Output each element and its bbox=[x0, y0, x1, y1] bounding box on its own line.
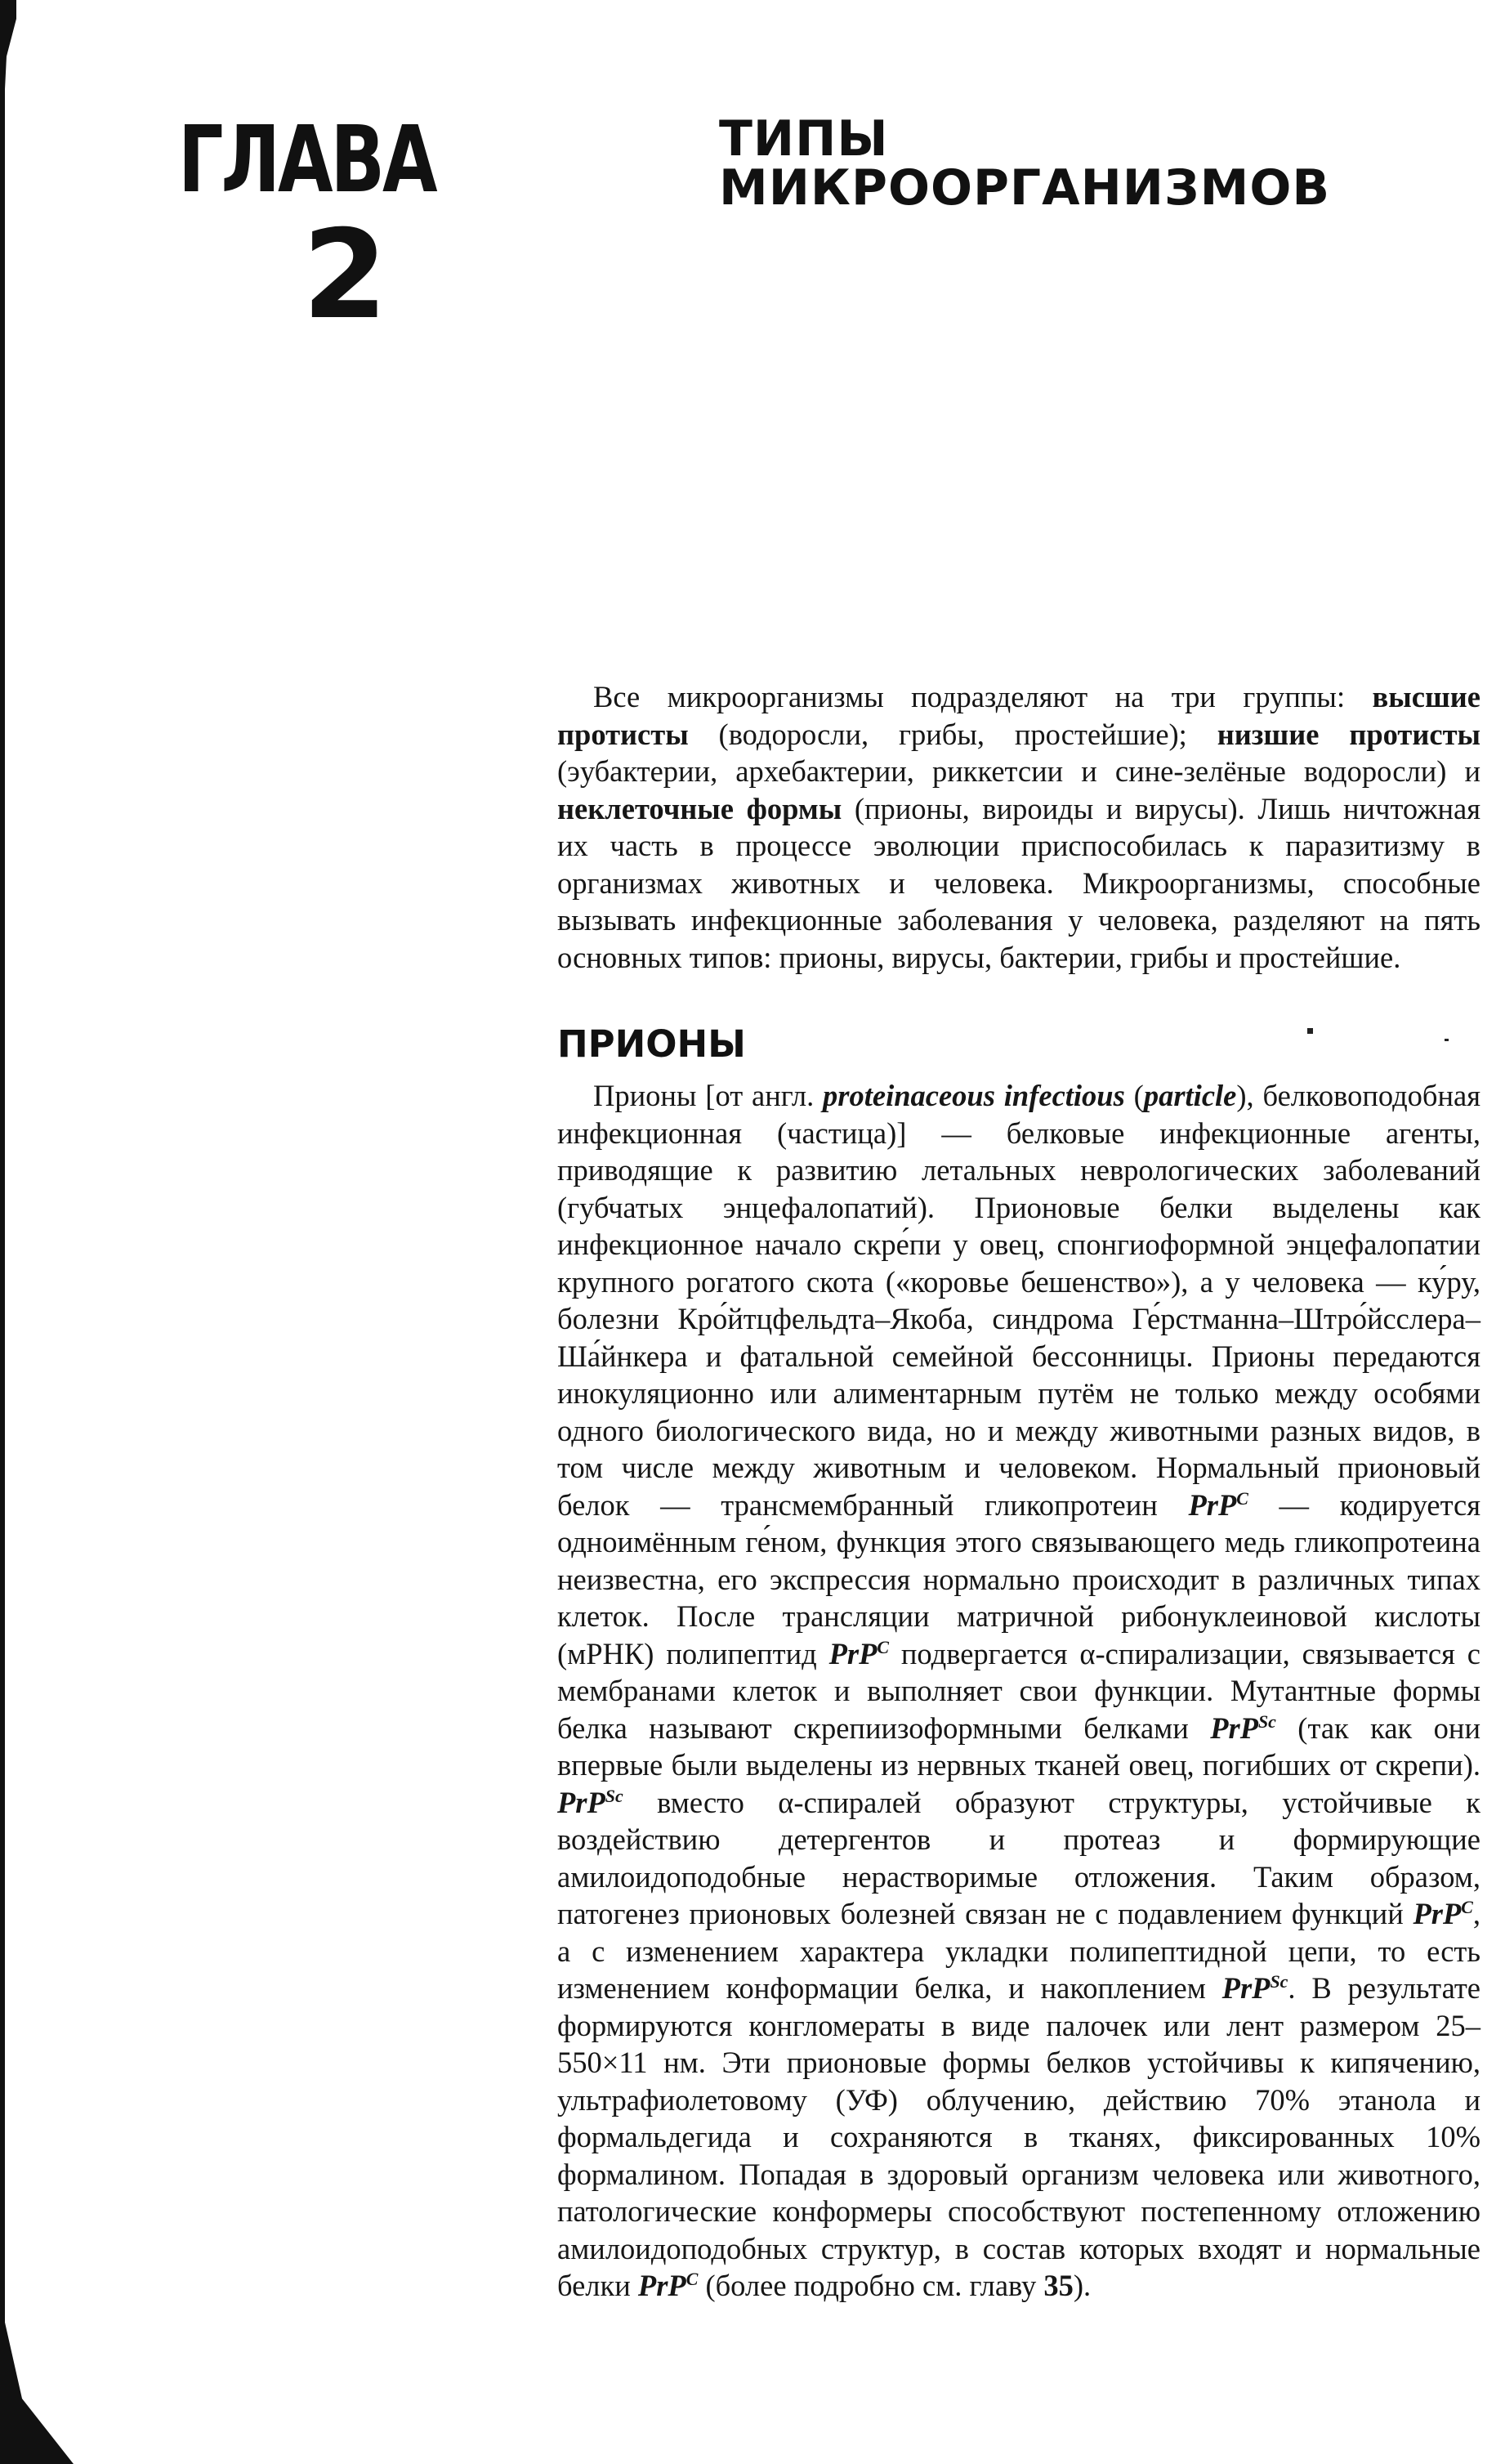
chapter-title: ТИПЫ МИКРООРГАНИЗМОВ bbox=[719, 110, 1331, 217]
english-term: particle bbox=[1143, 1079, 1237, 1112]
prp-sc-symbol: PrP$^{Sc}$ bbox=[557, 1785, 623, 1819]
english-term: proteinaceous infectious bbox=[823, 1079, 1125, 1112]
intro-paragraph: Все микроорганизмы подразделяют на три группы: высшие протисты (водоросли, грибы, простейшие); низшие протисты (эубактерии, архебактерии, риккетсии и сине-зелёные водоросли) и неклеточные формы (прионы, вироиды и вирусы). Лишь ничтожная их часть в процессе эволюции приспособилась к паразитизму в организмах животных и человека. Микроорганизмы, способные вызывать инфекционные заболевания у человека, разделяют на пять основных типов: прионы, вирусы, бактерии, грибы и простейшие. bbox=[557, 680, 1480, 974]
term-higher-protists: высшие протисты bbox=[557, 680, 1480, 751]
term-noncellular-forms: неклеточные формы bbox=[557, 791, 842, 825]
prp-sc-symbol: PrP$^{Sc}$ bbox=[1210, 1710, 1276, 1745]
term-lower-protists: низшие протисты bbox=[1217, 717, 1480, 751]
prions-paragraph: Прионы [от англ. proteinaceous infectious (particle), белковоподобная инфекционная (частица)] — белковые инфекционные агенты, приводящие к развитию летальных неврологических заболеваний (губчатых энцефалопатий). Прионовые белки выделены как инфекционное начало скре́пи у овец, спонгиоформной энцефалопатии крупного рогатого скота («коровье бешенство»), а у человека — ку́ру, болезни Кро́йтцфельдта–Якоба, синдрома Ге́рстманна–Штро́йсслера–Ша́йнкера и фатальной семейной бессонницы. Прионы передаются инокуляционно или алиментарным путём не только между особями одного биологического вида, но и между животными разных видов, в том числе между животным и человеком. Нормальный прионовый белок — трансмембранный гликопротеин PrP$^C$ — кодируется одноимённым ге́ном, функция этого связывающего медь гликопротеина неизвестна, его экспрессия нормально происходит в различных типах клеток. После трансляции матричной рибонуклеиновой кислоты (мРНК) полипептид PrP$^C$ подвергается α-спирализации, связывается с мембранами клеток и выполняет свои функции. Мутантные формы белка называют скрепиизоформными белками PrP$^{Sc}$ (так как они впервые были выделены из нервных тканей овец, погибших от скрепи). PrP$^{Sc}$ вместо α-спиралей образуют структуры, устойчивые к воздействию детергентов и протеаз и формирующие амилоидоподобные нерастворимые отложения. Таким образом, патогенез прионовых болезней связан не с подавлением функций PrP$^C$, а с изменением характера укладки полипептидной цепи, то есть изменением конформации белка, и накоплением PrP$^{Sc}$. В результате формируются конгломераты в виде палочек или лент размером 25–550×11 нм. Эти прионовые формы белков устойчивы к кипячению, ультрафиолетовому (УФ) облучению, действию 70% этанола и формальдегида и сохраняются в тканях, фиксированных 10% формалином. Попадая в здоровый организм человека или животного, патологические конформеры способствуют постепенному отложению амилоидоподобных структур, в состав которых входят и нормальные белки PrP$^C$ (более подробно см. главу 35). bbox=[557, 1079, 1480, 2302]
prp-c-symbol: PrP$^C$ bbox=[1188, 1487, 1248, 1522]
scan-speck bbox=[1307, 1028, 1313, 1034]
scan-edge-left bbox=[0, 25, 5, 2464]
section-heading-prions: ПРИОНЫ bbox=[557, 1022, 746, 1066]
chapter-number: 2 bbox=[302, 204, 388, 347]
prp-c-symbol: PrP$^C$ bbox=[828, 1636, 889, 1670]
scan-edge-bottom bbox=[0, 2301, 74, 2464]
chapter-label: ГЛАВА bbox=[178, 107, 435, 213]
scan-speck bbox=[1445, 1039, 1449, 1041]
prp-c-symbol: PrP$^C$ bbox=[1413, 1896, 1473, 1930]
chapter-reference: 35 bbox=[1043, 2269, 1074, 2302]
prp-c-symbol: PrP$^C$ bbox=[637, 2268, 699, 2302]
prp-sc-symbol: PrP$^{Sc}$ bbox=[1221, 1970, 1288, 2005]
